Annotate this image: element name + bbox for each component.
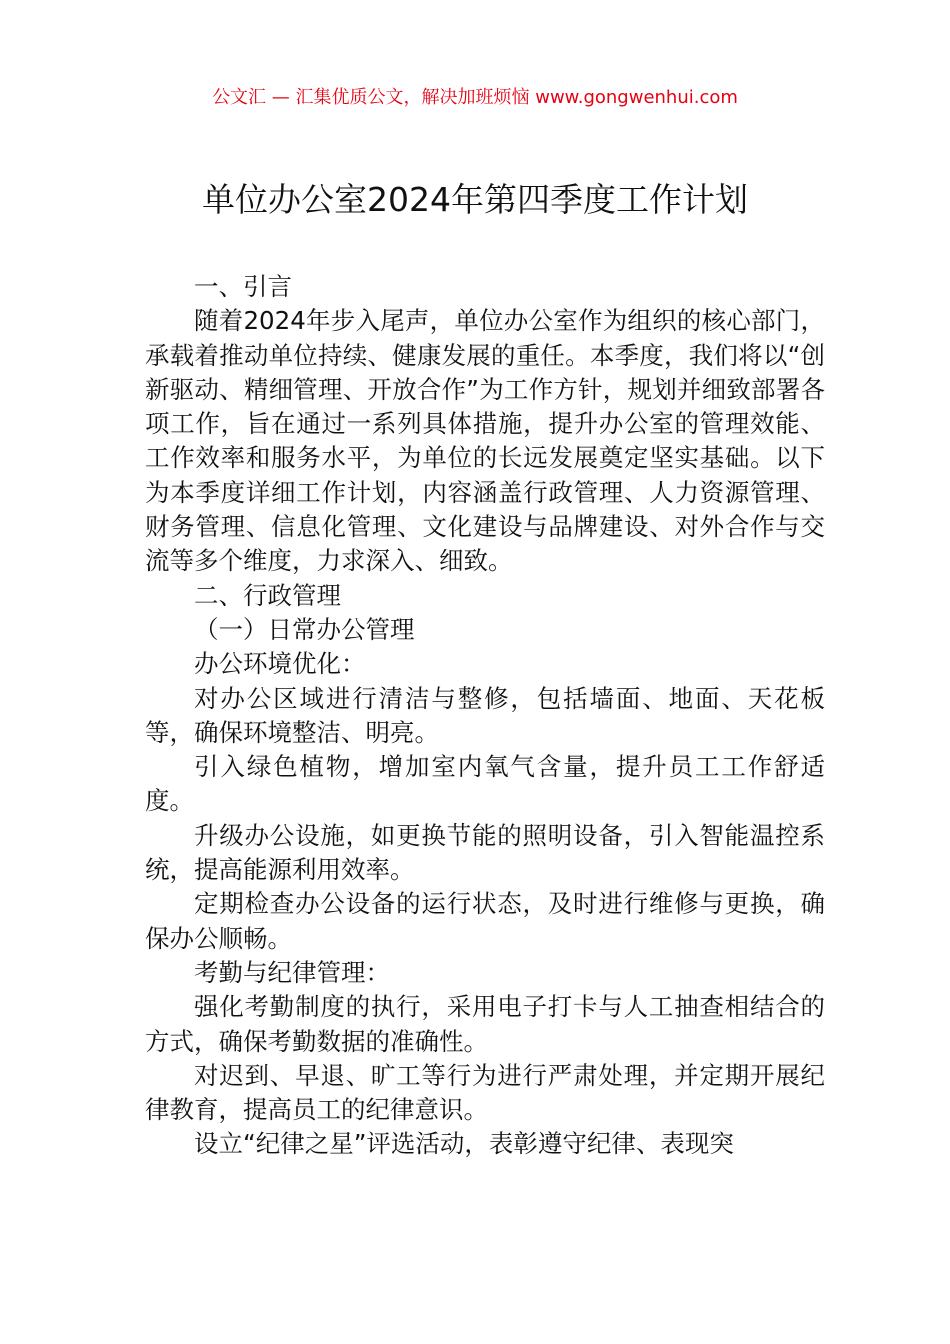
- section-heading: 二、行政管理: [194, 580, 341, 610]
- paragraph: 定期检查办公设备的运行状态，及时进行维修与更换，确保办公顺畅。: [145, 889, 825, 953]
- paragraph: 对迟到、早退、旷工等行为进行严肃处理，并定期开展纪律教育，提高员工的纪律意识。: [145, 1060, 825, 1125]
- paragraph: 对办公区域进行清洁与整修，包括墙面、地面、天花板等，确保环境整洁、明亮。: [145, 683, 825, 747]
- paragraph: 引入绿色植物，增加室内氧气含量，提升员工工作舒适度。: [145, 752, 825, 816]
- paragraph: 升级办公设施，如更换节能的照明设备，引入智能温控系统，提高能源利用效率。: [145, 820, 825, 885]
- document-title: 单位办公室2024年第四季度工作计划: [202, 180, 748, 219]
- document-body: [145, 270, 825, 1162]
- section-heading: 一、引言: [194, 272, 292, 301]
- paragraph: 随着2024年步入尾声，单位办公室作为组织的核心部门，承载着推动单位持续、健康发展的重任。本季度，我们将以“创新驱动、精细管理、开放合作”为工作方针，规划并细致部署各项工作，旨在通过一系列具体措施，提升办公室的管理效能、工作效率和服务水平，为单位的长远发展奠定坚实基础。以下为本季度详细工作计划，内容涵盖行政管理、人力资源管理、财务管理、信息化管理、文化建设与品牌建设、对外合作与交流等多个维度，力求深入、细致。: [145, 306, 825, 576]
- paragraph: 强化考勤制度的执行，采用电子打卡与人工抽查相结合的方式，确保考勤数据的准确性。: [145, 992, 825, 1056]
- header-banner: 公文汇 — 汇集优质公文，解决加班烦恼 www.gongwenhui.com: [212, 87, 738, 108]
- paragraph: 设立“纪律之星”评选活动，表彰遵守纪律、表现突: [194, 1129, 734, 1159]
- topic-heading: 考勤与纪律管理：: [194, 957, 390, 987]
- subsection-heading: （一）日常办公管理: [194, 614, 415, 644]
- topic-heading: 办公环境优化：: [194, 649, 366, 679]
